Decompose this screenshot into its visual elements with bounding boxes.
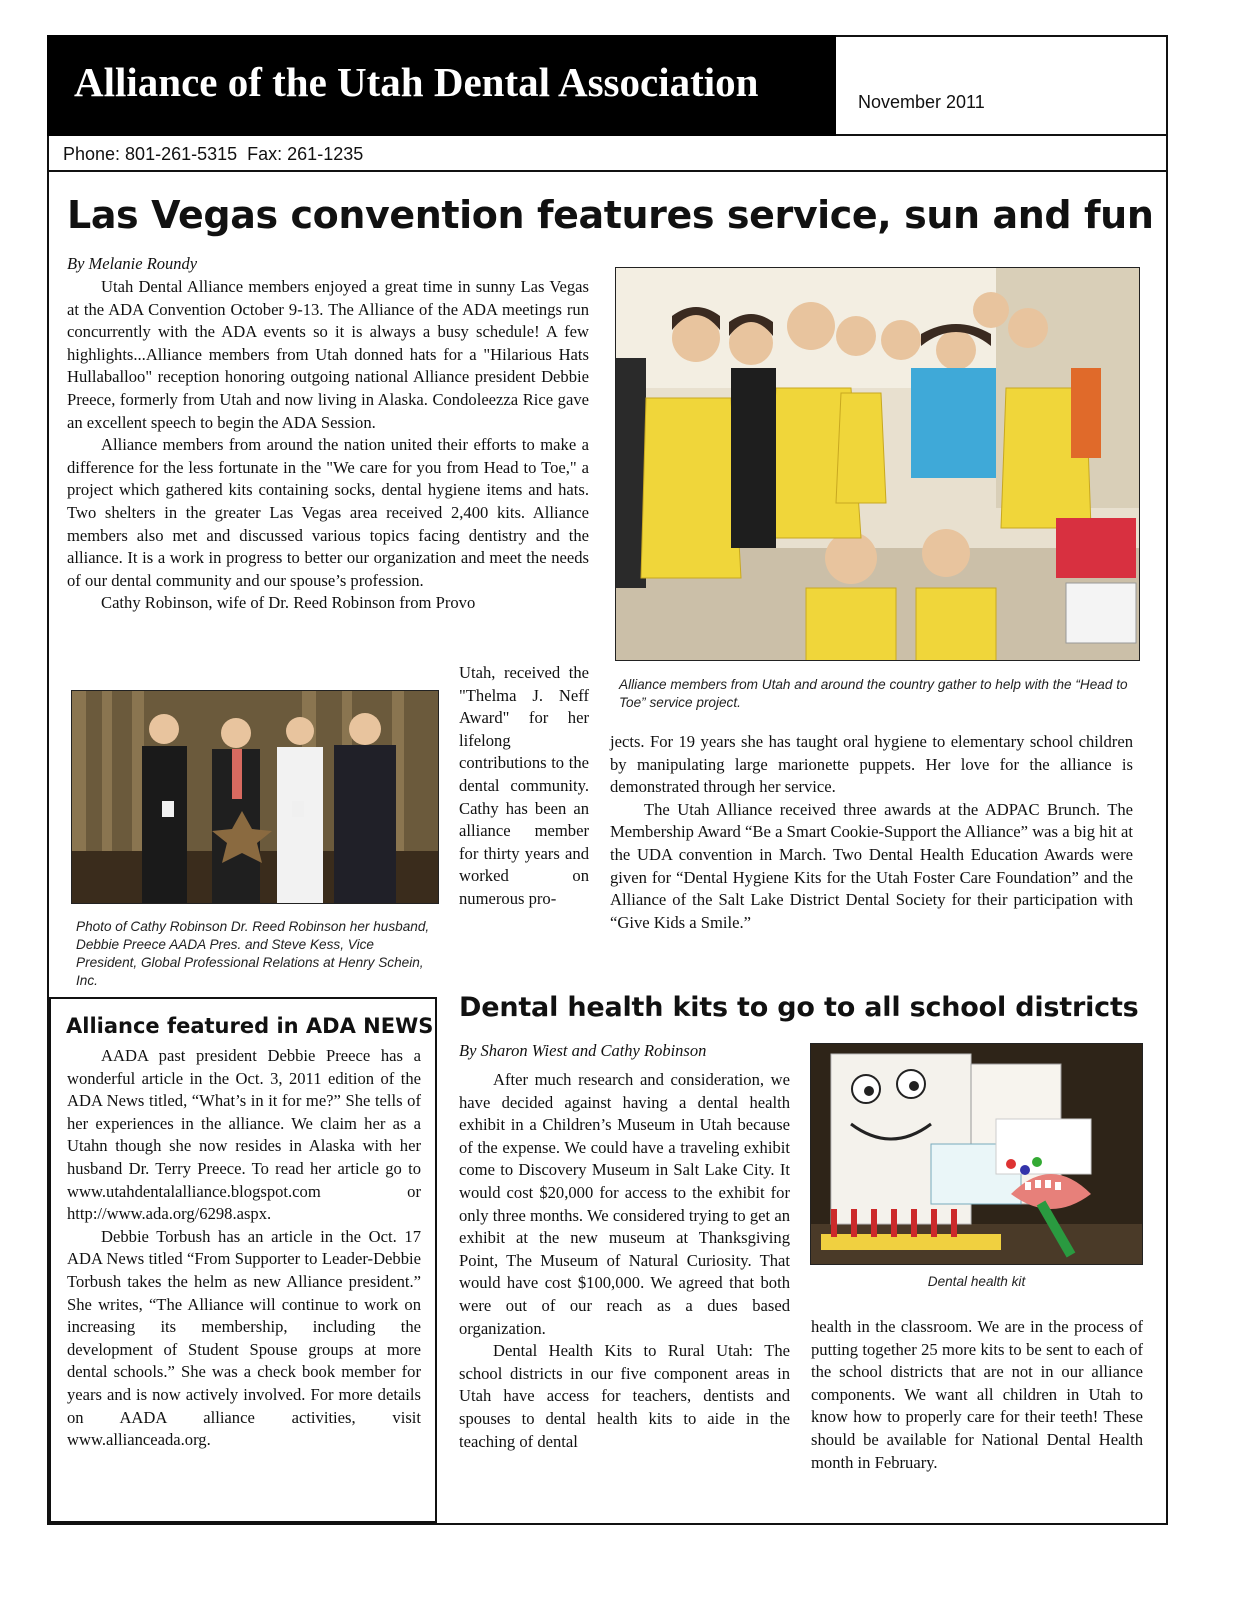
group-photo-image xyxy=(616,268,1140,661)
lead-narrow-column xyxy=(459,662,589,911)
issue-date: November 2011 xyxy=(858,92,985,112)
lead-narrow-paragraph: Utah, received the "Thelma J. Neff Award" for her lifelong contributions to the dental community. Cathy has been an alliance member for thirty years and worked on numerous pro- xyxy=(459,663,589,908)
contact-info xyxy=(63,144,373,165)
kits-column-2 xyxy=(811,1316,1143,1474)
award-photo-image xyxy=(72,691,439,904)
sidebar-paragraph: Debbie Torbush has an article in the Oct. 17 ADA News titled “From Supporter to Leader-Debbie Torbush takes the helm as new Alliance president.” She writes, “The Alliance will continue to work on increasing its membership, including the development of Student Spouse groups at more dental schools.” She was a check book member for years and is now actively involved. For more details on AADA alliance activities, visit www.allianceada.org. xyxy=(67,1226,421,1450)
phone-number: Phone: 801-261-5315 xyxy=(63,144,238,164)
group-photo-caption: Alliance members from Utah and around the country gather to help with the “Head to Toe” service project. xyxy=(619,677,1128,710)
kit-photo xyxy=(810,1043,1143,1265)
lead-paragraph: The Utah Alliance received three awards at the ADPAC Brunch. The Membership Award “Be a Smart Cookie-Support the Alliance” was a big hit at the UDA convention in March. Two Dental Health Education Awards were given for “Dental Hygiene Kits for the Utah Foster Care Foundation” and the Alliance of the Salt Lake District Dental Society for their participation with “Give Kids a Smile.” xyxy=(610,799,1133,932)
kit-photo-image xyxy=(811,1044,1143,1265)
newsletter-title: Alliance of the Utah Dental Association xyxy=(74,59,759,105)
kits-headline: Dental health kits to go to all school districts xyxy=(459,992,1139,1023)
sidebar-headline: Alliance featured in ADA NEWS xyxy=(66,1014,434,1038)
fax-number: Fax: 261-1235 xyxy=(247,144,364,164)
lead-paragraph: jects. For 19 years she has taught oral hygiene to elementary school children by manipulating large marionette puppets. Her love for the alliance is demonstrated through her service. xyxy=(610,732,1133,797)
award-photo-caption: Photo of Cathy Robinson Dr. Reed Robinson her husband, Debbie Preece AADA Pres. and Steve Kess, Vice President, Global Professional Relations at Henry Schein, Inc. xyxy=(76,919,430,988)
sidebar-paragraph: AADA past president Debbie Preece has a wonderful article in the Oct. 3, 2011 edition of the ADA News titled, “What’s in it for me?” She tells of her experiences in the alliance. We claim her as a Utahn though she now resides in Alaska with her husband Dr. Terry Preece. To read her article go to www.utahdentalalliance.blogspot.com or http://www.ada.org/6298.aspx. xyxy=(67,1046,421,1224)
kits-column-1 xyxy=(459,1069,790,1453)
lead-byline: By Melanie Roundy xyxy=(67,254,198,273)
sidebar-column xyxy=(67,1045,421,1452)
group-photo xyxy=(615,267,1140,661)
kits-paragraph: health in the classroom. We are in the process of putting together 25 more kits to be sent to each of the school districts that are not in our alliance components. We want all children in Utah to know how to properly care for their teeth! These should be available for National Dental Health month in February. xyxy=(811,1317,1143,1472)
kits-paragraph: Dental Health Kits to Rural Utah: The school districts in our five component areas in Utah have access for teachers, dentists and spouses to dental health kits to aide in the teaching of dental xyxy=(459,1341,790,1451)
lead-paragraph: Utah Dental Alliance members enjoyed a great time in sunny Las Vegas at the ADA Convention October 9-13. The Alliance of the ADA meetings run concurrently with the ADA events so it is always a busy schedule! A few highlights...Alliance members from Utah donned hats for a "Hilarious Hats Hullaballoo" reception honoring outgoing national Alliance president Debbie Preece, formerly from Utah and now living in Alaska. Condoleezza Rice gave an excellent speech to begin the ADA Session. xyxy=(67,277,589,432)
lead-paragraph: Cathy Robinson, wife of Dr. Reed Robinson from Provo xyxy=(101,593,476,613)
lead-column-right xyxy=(610,731,1133,934)
date-box xyxy=(836,35,1168,136)
lead-headline: Las Vegas convention features service, sun and fun xyxy=(67,193,1154,237)
kit-photo-caption: Dental health kit xyxy=(927,1274,1026,1289)
award-photo xyxy=(71,690,439,904)
lead-column-1 xyxy=(67,276,589,615)
kits-paragraph: After much research and consideration, we have decided against having a dental health exhibit in a Children’s Museum in Utah because of the expense. We could have a traveling exhibit come to Discovery Museum in Salt Lake City. It would cost $20,000 for access to the exhibit for only three months. We considered trying to get an exhibit at the new museum at Thanksgiving Point, The Museum of Natural Curiosity. That would have cost $100,000. We agreed that both were out of our reach as a dues based organization. xyxy=(459,1070,790,1338)
kits-byline: By Sharon Wiest and Cathy Robinson xyxy=(459,1041,707,1060)
lead-paragraph: Alliance members from around the nation united their efforts to make a difference for the less fortunate in the "We care for you from Head to Toe," a project which gathered kits containing socks, dental hygiene items and hats. Two shelters in the greater Las Vegas area received 2,400 kits. Alliance members also met and discussed various topics facing dentistry and the alliance. It is a work in progress to better our organization and meet the needs of our dental community and our spouse’s profession. xyxy=(67,435,589,590)
